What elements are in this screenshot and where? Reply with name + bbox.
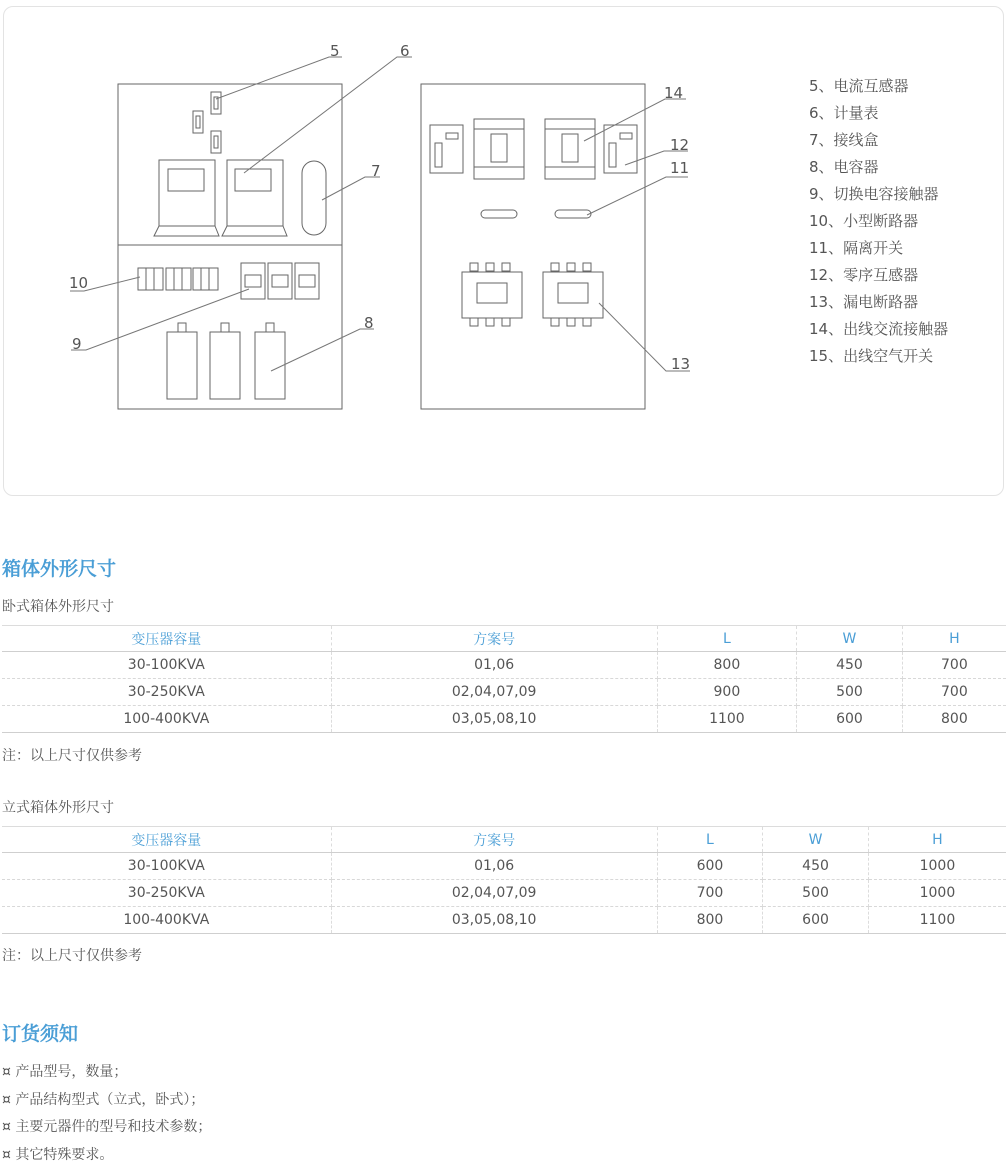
legend-item: 8、电容器 — [809, 154, 948, 181]
table-header-row — [2, 626, 1006, 652]
column-header: W — [763, 827, 869, 853]
ordering-list — [2, 1059, 211, 1169]
legend-item: 6、计量表 — [809, 100, 948, 127]
table-cell: 700 — [902, 652, 1006, 679]
dimensions-title: 箱体外形尺寸 — [2, 554, 116, 581]
legend-item: 9、切换电容接触器 — [809, 181, 948, 208]
leader-lines — [70, 57, 690, 371]
table-cell: 700 — [657, 880, 763, 907]
legend-item: 5、电流互感器 — [809, 73, 948, 100]
vertical-note: 注：以上尺寸仅供参考 — [2, 945, 142, 965]
callout-8: 8 — [364, 314, 374, 332]
table-cell: 100-400KVA — [2, 907, 331, 934]
legend-item: 11、隔离开关 — [809, 235, 948, 262]
callout-6: 6 — [400, 42, 410, 60]
table-cell: 1100 — [868, 907, 1006, 934]
table-cell: 1100 — [657, 706, 797, 733]
horizontal-table-title: 卧式箱体外形尺寸 — [2, 596, 114, 616]
table-row — [2, 679, 1006, 706]
table-cell: 600 — [657, 853, 763, 880]
table-row — [2, 907, 1006, 934]
table-cell: 500 — [797, 679, 903, 706]
table-cell: 02,04,07,09 — [331, 679, 657, 706]
table-cell: 30-250KVA — [2, 880, 331, 907]
callout-14: 14 — [664, 84, 683, 102]
table-row — [2, 853, 1006, 880]
legend-item: 14、出线交流接触器 — [809, 316, 948, 343]
list-item: ¤ 产品结构型式（立式，卧式）； — [2, 1087, 211, 1115]
column-header: H — [868, 827, 1006, 853]
component-legend — [809, 73, 948, 370]
legend-item: 12、零序互感器 — [809, 262, 948, 289]
horizontal-dimensions-table — [2, 625, 1006, 733]
legend-item: 13、漏电断路器 — [809, 289, 948, 316]
callout-11: 11 — [670, 159, 689, 177]
column-header: 方案号 — [331, 626, 657, 652]
list-item: ¤ 产品型号，数量； — [2, 1059, 211, 1087]
table-cell: 800 — [657, 652, 797, 679]
column-header: L — [657, 626, 797, 652]
table-cell: 100-400KVA — [2, 706, 331, 733]
table-cell: 30-250KVA — [2, 679, 331, 706]
table-cell: 03,05,08,10 — [331, 907, 657, 934]
list-item: ¤ 主要元器件的型号和技术参数； — [2, 1114, 211, 1142]
left-cabinet — [118, 84, 342, 409]
diagram-panel — [3, 6, 1004, 496]
column-header: 变压器容量 — [2, 626, 331, 652]
table-cell: 700 — [902, 679, 1006, 706]
callout-12: 12 — [670, 136, 689, 154]
table-cell: 450 — [763, 853, 869, 880]
table-header-row — [2, 827, 1006, 853]
column-header: W — [797, 626, 903, 652]
legend-item: 15、出线空气开关 — [809, 343, 948, 370]
table-cell: 1000 — [868, 880, 1006, 907]
table-row — [2, 880, 1006, 907]
legend-item: 10、小型断路器 — [809, 208, 948, 235]
callout-7: 7 — [371, 162, 381, 180]
table-cell: 900 — [657, 679, 797, 706]
table-cell: 03,05,08,10 — [331, 706, 657, 733]
table-cell: 600 — [763, 907, 869, 934]
legend-item: 7、接线盒 — [809, 127, 948, 154]
horizontal-note: 注：以上尺寸仅供参考 — [2, 745, 142, 765]
list-item: ¤ 其它特殊要求。 — [2, 1142, 211, 1169]
column-header: 变压器容量 — [2, 827, 331, 853]
table-cell: 800 — [657, 907, 763, 934]
table-cell: 800 — [902, 706, 1006, 733]
table-row — [2, 706, 1006, 733]
table-cell: 01,06 — [331, 853, 657, 880]
right-cabinet — [421, 84, 645, 409]
column-header: H — [902, 626, 1006, 652]
callout-9: 9 — [72, 335, 82, 353]
vertical-dimensions-table — [2, 826, 1006, 934]
table-row — [2, 652, 1006, 679]
table-cell: 02,04,07,09 — [331, 880, 657, 907]
column-header: 方案号 — [331, 827, 657, 853]
callout-10: 10 — [69, 274, 88, 292]
callout-5: 5 — [330, 42, 340, 60]
callout-13: 13 — [671, 355, 690, 373]
table-cell: 600 — [797, 706, 903, 733]
table-cell: 30-100KVA — [2, 853, 331, 880]
vertical-table-title: 立式箱体外形尺寸 — [2, 797, 114, 817]
table-cell: 30-100KVA — [2, 652, 331, 679]
table-cell: 01,06 — [331, 652, 657, 679]
ordering-title: 订货须知 — [2, 1019, 78, 1046]
table-cell: 500 — [763, 880, 869, 907]
column-header: L — [657, 827, 763, 853]
table-cell: 450 — [797, 652, 903, 679]
table-cell: 1000 — [868, 853, 1006, 880]
